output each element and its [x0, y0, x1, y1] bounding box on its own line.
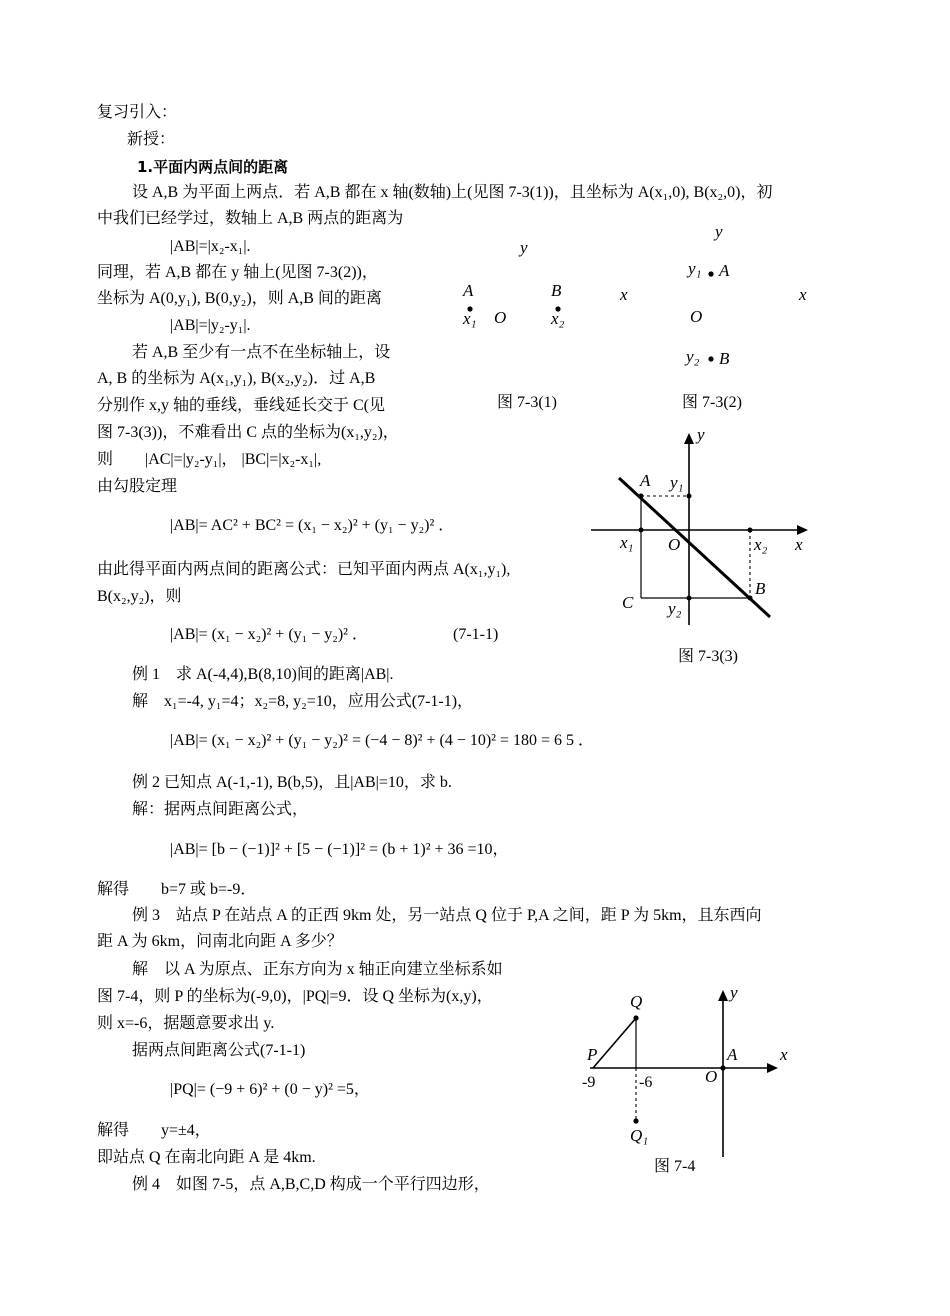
fig1-y-label: y [520, 238, 528, 257]
text-line: 距 A 为 6km，问南北向距 A 多少？ [97, 933, 343, 950]
fig3-point-a [639, 494, 644, 499]
example-4: 例 4 如图 7-5，点 A,B,C,D 构成一个平行四边形， [132, 1176, 490, 1193]
fig1-x1-label: x₁ [463, 309, 477, 328]
fig3-x-label: x [795, 535, 803, 554]
example-2: 例 2 已知点 A(-1,-1), B(b,5)，且|AB|=10，求 b. [132, 774, 452, 791]
section-title: 1.平面内两点间的距离 [137, 158, 289, 176]
fig2-b-label: B [719, 349, 730, 368]
fig4-x-label: x [780, 1045, 788, 1064]
fig3-origin-label: O [668, 535, 681, 554]
fig1-b-label: B [551, 281, 562, 300]
fig2-point-b [708, 356, 713, 361]
fig1-caption: 图 7-3(1) [497, 394, 557, 411]
fig3-y-arrow [684, 433, 694, 444]
fig4-caption: 图 7-4 [654, 1158, 696, 1175]
heading-new: 新授： [127, 131, 176, 148]
fig3-point-y2 [687, 596, 692, 601]
fig2-a-label: A [719, 261, 730, 280]
fig3-point-x1 [639, 528, 644, 533]
fig4-a-label: A [727, 1045, 738, 1064]
figure-7-4-labels [582, 983, 788, 1145]
text-line: 即站点 Q 在南北向距 A 是 4km. [97, 1149, 316, 1166]
fig4-point-q1 [633, 1118, 638, 1123]
fig4-x-arrow [767, 1063, 778, 1073]
formula: |AB|=|x₂-x₁|. [170, 238, 251, 255]
fig3-y2-label: y₂ [668, 599, 682, 618]
fig4-q-label: Q [630, 992, 643, 1011]
fig3-x2-label: x₂ [754, 535, 768, 554]
solution-line: 解：据两点间距离公式， [132, 801, 309, 818]
fig3-point-x2 [748, 528, 753, 533]
fig3-x1-label: x₁ [620, 533, 634, 552]
example-3: 例 3 站点 P 在站点 A 的正西 9km 处，另一站点 Q 位于 P,A 之间，距 P 为 5km，且东西向 [132, 907, 762, 924]
text-line: 据两点间距离公式(7-1-1) [132, 1042, 306, 1059]
fig2-x-label: x [799, 285, 807, 304]
fig3-a-label: A [640, 471, 651, 490]
fig4-p-label: P [587, 1045, 598, 1064]
fig4-minus6-label: -6 [639, 1074, 653, 1091]
fig2-y2-label: y₂ [686, 347, 700, 366]
formula-number: (7-1-1) [453, 626, 499, 643]
fig1-a-label: A [463, 281, 474, 300]
solution-line: 解 x₁=-4, y₁=4；x₂=8, y₂=10，应用公式(7-1-1)， [132, 693, 474, 710]
fig2-caption: 图 7-3(2) [682, 394, 742, 411]
formula: |AB|= (x₁ − x₂)² + (y₁ − y₂)² = (−4 − 8)² + (4 − 10)² = 180 = 6 5 ． [170, 732, 595, 749]
fig4-q1-label: Q₁ [630, 1126, 649, 1145]
text-line: 分别作 x,y 轴的垂线，垂线延长交于 C(见 [97, 397, 386, 414]
text-line: 坐标为 A(0,y₁), B(0,y₂)，则 A,B 间的距离 [97, 290, 382, 307]
solution-line: 解 以 A 为原点、正东方向为 x 轴正向建立坐标系如 [132, 961, 503, 978]
fig4-y-arrow [718, 990, 728, 1001]
formula: 则 |AC|=|y₂-y₁|， |BC|=|x₂-x₁|, [97, 451, 322, 468]
formula: |AB|= AC² + BC² = (x₁ − x₂)² + (y₁ − y₂)² ． [170, 517, 455, 534]
fig2-origin-label: O [690, 307, 703, 326]
figure-7-3-1 [462, 238, 628, 328]
figure-7-4 [590, 990, 778, 1157]
formula: |PQ|= (−9 + 6)² + (0 − y)² =5， [170, 1081, 370, 1098]
fig3-point-y1 [687, 494, 692, 499]
text-line: 中我们已经学过，数轴上 A,B 两点的距离为 [97, 210, 404, 227]
text-line: 同理，若 A,B 都在 y 轴上(见图 7-3(2))， [97, 264, 378, 281]
fig1-origin-label: O [494, 308, 507, 327]
text-line: 设 A,B 为平面上两点．若 A,B 都在 x 轴(数轴)上(见图 7-3(1))，且坐标为 A(x₁,0), B(x₂,0)，初 [132, 184, 773, 201]
fig4-line-pq [593, 1018, 636, 1068]
text-line: 解得 y=±4， [97, 1122, 211, 1139]
text-line: A, B 的坐标为 A(x₁,y₁), B(x₂,y₂)．过 A,B [97, 370, 376, 387]
fig4-y-label: y [730, 983, 738, 1002]
text-line: 由勾股定理 [97, 478, 178, 495]
fig1-x-label: x [620, 285, 628, 304]
fig1-x2-label: x₂ [551, 309, 565, 328]
fig3-y-label: y [697, 425, 705, 444]
fig3-x-arrow [797, 525, 808, 535]
fig3-point-b [748, 596, 753, 601]
text-line: 解得 b=7 或 b=-9． [97, 881, 257, 898]
formula: |AB|=|y₂-y₁|. [170, 317, 251, 334]
fig4-origin-label: O [705, 1067, 718, 1086]
heading-review: 复习引入： [97, 104, 178, 121]
fig2-y-label: y [715, 222, 723, 241]
text-line: 由此得平面内两点间的距离公式：已知平面内两点 A(x₁,y₁), [97, 561, 511, 578]
fig3-caption: 图 7-3(3) [678, 648, 738, 665]
fig4-point-a [720, 1065, 725, 1070]
fig3-b-label: B [755, 579, 766, 598]
fig4-minus9-label: -9 [582, 1074, 596, 1091]
formula: |AB|= [b − (−1)]² + [5 − (−1)]² = (b + 1)² + 36 =10， [170, 841, 509, 858]
figure-7-3-3-labels [619, 425, 803, 618]
text-line: 图 7-3(3))，不难看出 C 点的坐标为(x₁,y₂)， [97, 424, 399, 441]
text-line: 图 7-4，则 P 的坐标为(-9,0)，|PQ|=9．设 Q 坐标为(x,y)， [97, 988, 493, 1005]
example-1: 例 1 求 A(-4,4),B(8,10)间的距离|AB|. [132, 666, 394, 683]
formula: |AB|= (x₁ − x₂)² + (y₁ − y₂)² ． [170, 626, 368, 643]
figure-7-3-2 [684, 222, 807, 368]
fig2-point-a [708, 271, 713, 276]
text-line: 若 A,B 至少有一点不在坐标轴上，设 [132, 344, 391, 361]
text-line: 则 x=-6，据题意要求出 y. [97, 1015, 275, 1032]
fig3-y1-label: y₁ [670, 473, 684, 492]
fig2-y1-label: y₁ [688, 259, 702, 278]
text-line: B(x₂,y₂)，则 [97, 588, 182, 605]
fig3-line-ab [619, 478, 770, 617]
fig3-c-label: C [622, 593, 634, 612]
fig4-point-q [633, 1015, 638, 1020]
